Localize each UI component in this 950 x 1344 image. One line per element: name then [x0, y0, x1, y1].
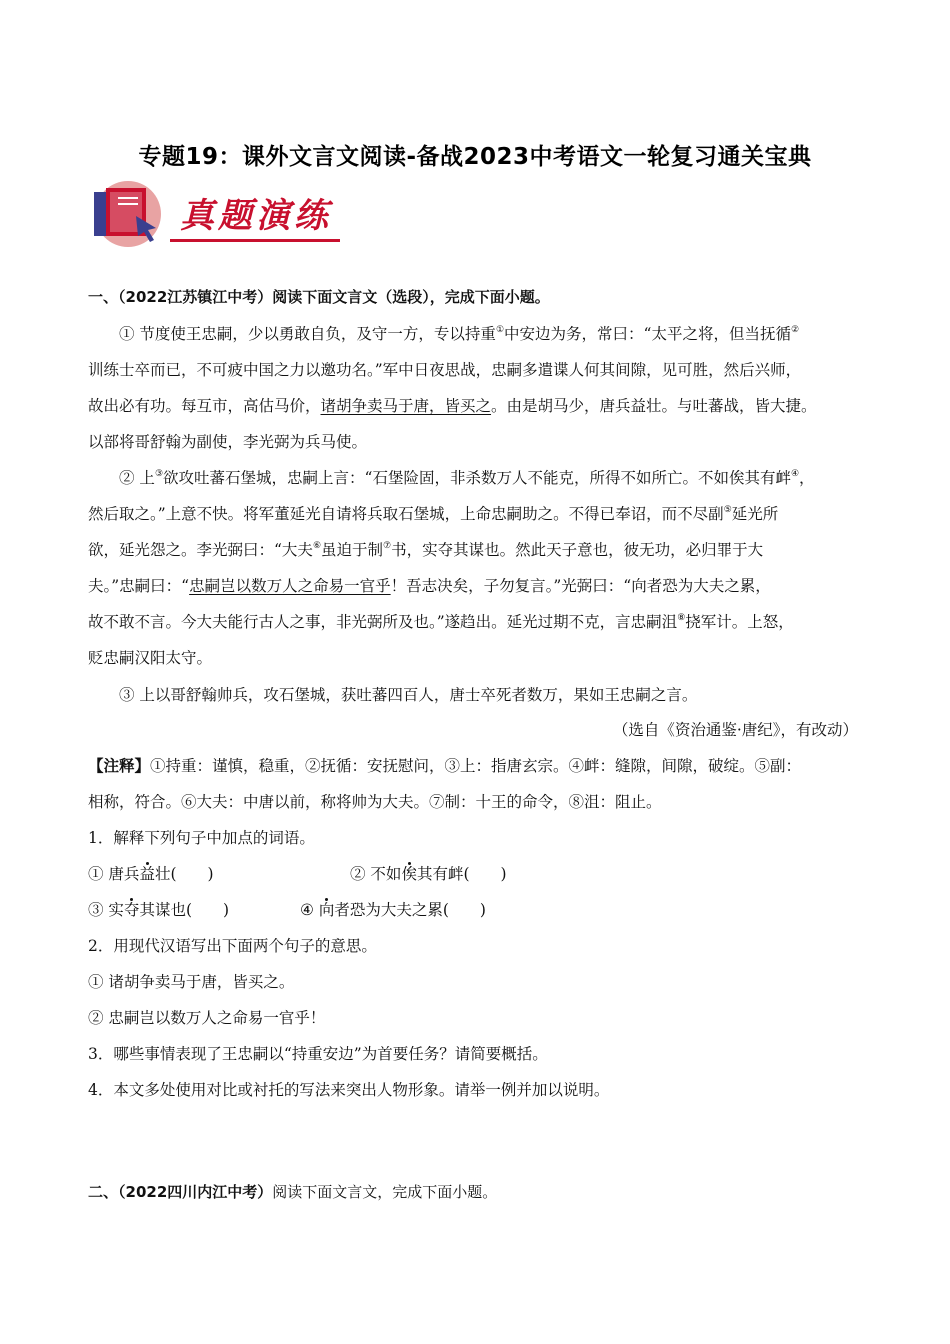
notes-line1: 【注释】①持重：谨慎，稳重，②抚循：安抚慰问，③上：指唐玄宗。④衅：缝隙，间隙，破绽。⑤副：: [88, 756, 802, 775]
banner-underline: [170, 239, 340, 242]
section2-heading: 二、（2022四川内江中考）阅读下面文言文，完成下面小题。: [88, 1183, 498, 1201]
page-title: 专题19：课外文言文阅读-备战2023中考语文一轮复习通关宝典: [138, 144, 812, 170]
section1-heading: 一、（2022江苏镇江中考）阅读下面文言文（选段），完成下面小题。: [88, 288, 550, 306]
para2-line1: ② 上③欲攻吐蕃石堡城，忠嗣上言：“石堡险固，非杀数万人不能克，所得不如所亡。不如俟其有衅④，: [119, 469, 815, 487]
para3: ③ 上以哥舒翰帅兵，攻石堡城，获吐蕃四百人，唐士卒死者数万，果如王忠嗣之言。: [119, 686, 698, 704]
para1-line1: ① 节度使王忠嗣，少以勇敢自负，及守一方，专以持重①中安边为务，常曰：“太平之将，但当抚循②: [119, 325, 800, 343]
source-citation: （选自《资治通鉴·唐纪》，有改动）: [612, 721, 858, 739]
q1-item-4: ④ 向者恐为大夫之累( ): [300, 901, 486, 919]
para1-line2: 训练士卒而已，不可疲中国之力以邀功名。”军中日夜思战，忠嗣多遣谍人何其间隙，见可胜，然后兴师，: [88, 361, 802, 379]
para1-line3: 故出必有功。每互市，高估马价，诸胡争卖马于唐，皆买之。由是胡马少，唐兵益壮。与吐蕃战，皆大捷。: [88, 397, 817, 415]
q1-item-3: ③ 实夺其谋也( ): [88, 901, 230, 919]
para2-line4: 夫。”忠嗣曰：“忠嗣岂以数万人之命易一官乎！吾志决矣，子勿复言。”光弼曰：“向者恐为大夫之累，: [88, 577, 771, 595]
para1-line4: 以部将哥舒翰为副使，李光弼为兵马使。: [88, 433, 368, 451]
q1-item-2: ② 不如俟其有衅( ): [350, 865, 507, 883]
para2-line2: 然后取之。”上意不快。将军董延光自请将兵取石堡城，上命忠嗣助之。不得已奉诏，而不尽副⑤延光所: [88, 505, 779, 523]
para2-line6: 贬忠嗣汉阳太守。: [88, 649, 213, 667]
question-4: 4．本文多处使用对比或衬托的写法来突出人物形象。请举一例并加以说明。: [88, 1081, 610, 1099]
question-2: 2．用现代汉语写出下面两个句子的意思。: [88, 937, 377, 955]
q2-item-1: ① 诸胡争卖马于唐，皆买之。: [88, 973, 295, 991]
q2-item-2: ② 忠嗣岂以数万人之命易一官乎！: [88, 1009, 326, 1027]
notes-line2: 相称，符合。⑥大夫：中唐以前，称将帅为大夫。⑦制：十王的命令，⑧沮：阻止。: [88, 793, 662, 811]
para2-line3: 欲，延光怨之。李光弼曰：“大夫⑥虽迫于制⑦书，实夺其谋也。然此天子意也，彼无功，必归罪于大: [88, 541, 764, 559]
q1-item-1: ① 唐兵益壮( ): [88, 865, 214, 883]
question-3: 3．哪些事情表现了王忠嗣以“持重安边”为首要任务？请简要概括。: [88, 1045, 548, 1063]
banner-label: 真题演练: [180, 196, 332, 236]
question-1: 1．解释下列句子中加点的词语。: [88, 829, 315, 847]
para2-line5: 故不敢不言。今大夫能行古人之事，非光弼所及也。”遂趋出。延光过期不克，言忠嗣沮⑧挠军计。上怒，: [88, 613, 794, 631]
